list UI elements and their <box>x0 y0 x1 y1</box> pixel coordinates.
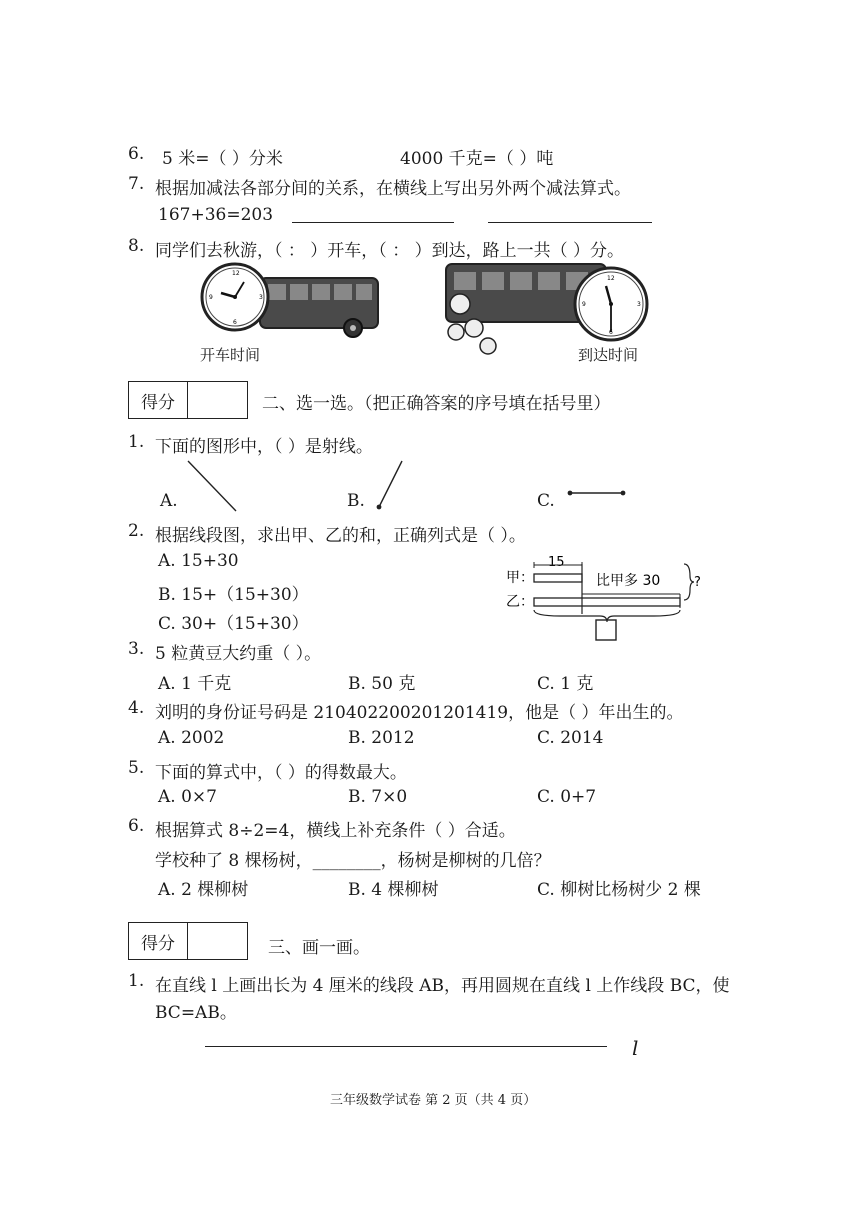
s2-q4-option-b[interactable]: B. 2012 <box>348 728 415 748</box>
q8-number: 8. <box>128 236 145 256</box>
q7-answer-line-1[interactable] <box>292 222 454 223</box>
figure-b-endpoint <box>377 505 382 510</box>
s2-q1-option-b[interactable]: B. <box>347 491 365 511</box>
s2-q3-text: 5 粒黄豆大约重（ ）。 <box>155 644 322 664</box>
svg-text:3: 3 <box>259 294 263 301</box>
q6-part-b: 4000 千克=（ ）吨 <box>400 149 554 169</box>
s2-q5-option-c[interactable]: C. 0+7 <box>537 787 597 807</box>
svg-text:9: 9 <box>209 294 213 301</box>
s2-q2-option-c[interactable]: C. 30+（15+30） <box>158 614 309 634</box>
s2-q4-text: 刘明的身份证号码是 210402200201201419，他是（ ）年出生的。 <box>155 703 684 723</box>
diagram-label-jia: 甲： <box>506 570 534 586</box>
s2-q1-option-c[interactable]: C. <box>537 491 555 511</box>
s2-q1-option-a[interactable]: A. <box>160 491 178 511</box>
section3-score-cell[interactable] <box>188 923 247 959</box>
s2-q3-option-a[interactable]: A. 1 千克 <box>158 674 232 694</box>
svg-text:6: 6 <box>609 329 613 336</box>
s2-q6-text: 根据算式 8÷2=4，横线上补充条件（ ）合适。 <box>155 821 516 841</box>
depart-bus-clock-illustration <box>190 262 390 342</box>
s3-q1-line-label: l <box>632 1036 639 1060</box>
s3-q1-number: 1. <box>128 971 145 991</box>
s2-q2-text: 根据线段图，求出甲、乙的和，正确列式是（ ）。 <box>155 526 526 546</box>
s2-q3-option-c[interactable]: C. 1 克 <box>537 674 594 694</box>
s2-q2-number: 2. <box>128 521 145 541</box>
s2-q2-option-b[interactable]: B. 15+（15+30） <box>158 585 309 605</box>
s2-q5-number: 5. <box>128 758 145 778</box>
s2-q6-text-2: 学校种了 8 棵杨树，________，杨树是柳树的几倍？ <box>155 851 551 871</box>
diagram-question-mark: ? <box>694 575 701 590</box>
q6-part-a: 5 米=（ ）分米 <box>162 149 283 169</box>
s2-q5-option-a[interactable]: A. 0×7 <box>158 787 217 807</box>
section3-score-box <box>128 922 248 960</box>
diagram-num-15: 15 <box>548 555 565 570</box>
s2-q3-option-b[interactable]: B. 50 克 <box>348 674 416 694</box>
s2-q3-number: 3. <box>128 639 145 659</box>
s2-q1-text: 下面的图形中，（ ）是射线。 <box>155 437 373 457</box>
s3-q1-line-l[interactable] <box>205 1046 607 1047</box>
label-depart-time: 开车时间 <box>200 346 261 364</box>
s2-q1-number: 1. <box>128 432 145 452</box>
svg-text:6: 6 <box>233 319 237 326</box>
s2-q6-option-c[interactable]: C. 柳树比杨树少 2 棵 <box>537 880 701 900</box>
section2-score-box <box>128 381 248 419</box>
svg-text:12: 12 <box>232 270 240 277</box>
section2-title: 二、选一选。（把正确答案的序号填在括号里） <box>262 394 611 414</box>
s2-q5-text: 下面的算式中，（ ）的得数最大。 <box>155 763 407 783</box>
s2-q4-number: 4. <box>128 698 145 718</box>
s2-q1-figures <box>180 455 640 515</box>
section3-title: 三、画一画。 <box>268 938 370 958</box>
figure-b-ray <box>379 461 402 507</box>
label-arrive-time: 到达时间 <box>578 346 639 364</box>
s2-q6-option-b[interactable]: B. 4 棵柳树 <box>348 880 439 900</box>
page-footer: 三年级数学试卷 第 2 页（共 4 页） <box>330 1093 537 1108</box>
s2-q4-option-c[interactable]: C. 2014 <box>537 728 604 748</box>
s2-q6-option-a[interactable]: A. 2 棵柳树 <box>158 880 249 900</box>
s2-q5-option-b[interactable]: B. 7×0 <box>348 787 408 807</box>
s2-q2-segment-diagram <box>500 552 710 644</box>
s3-q1-text: 在直线 l 上画出长为 4 厘米的线段 AB，再用圆规在直线 l 上作线段 BC，使 <box>155 976 730 996</box>
s2-q2-option-a[interactable]: A. 15+30 <box>158 551 239 571</box>
q7-equation: 167+36=203 <box>158 205 274 225</box>
section2-score-label: 得分 <box>129 382 188 418</box>
section2-score-cell[interactable] <box>188 382 247 418</box>
q7-text: 根据加减法各部分间的关系，在横线上写出另外两个减法算式。 <box>155 179 631 199</box>
svg-text:12: 12 <box>607 275 615 282</box>
q7-answer-line-2[interactable] <box>488 222 652 223</box>
figure-a-line <box>188 461 236 511</box>
q7-number: 7. <box>128 174 145 194</box>
svg-text:3: 3 <box>637 301 641 308</box>
diagram-label-yi: 乙： <box>506 594 534 610</box>
diagram-more-text: 比甲多 30 <box>596 573 661 589</box>
section3-score-label: 得分 <box>129 923 188 959</box>
s2-q4-option-a[interactable]: A. 2002 <box>158 728 225 748</box>
q6-number: 6. <box>128 144 145 164</box>
svg-text:9: 9 <box>582 301 586 308</box>
diagram-answer-box <box>596 620 616 640</box>
s2-q6-number: 6. <box>128 816 145 836</box>
s3-q1-text-2: BC=AB。 <box>155 1003 237 1023</box>
q8-text: 同学们去秋游，（ ： ）开车，（ ： ）到达，路上一共（ ）分。 <box>155 241 625 261</box>
